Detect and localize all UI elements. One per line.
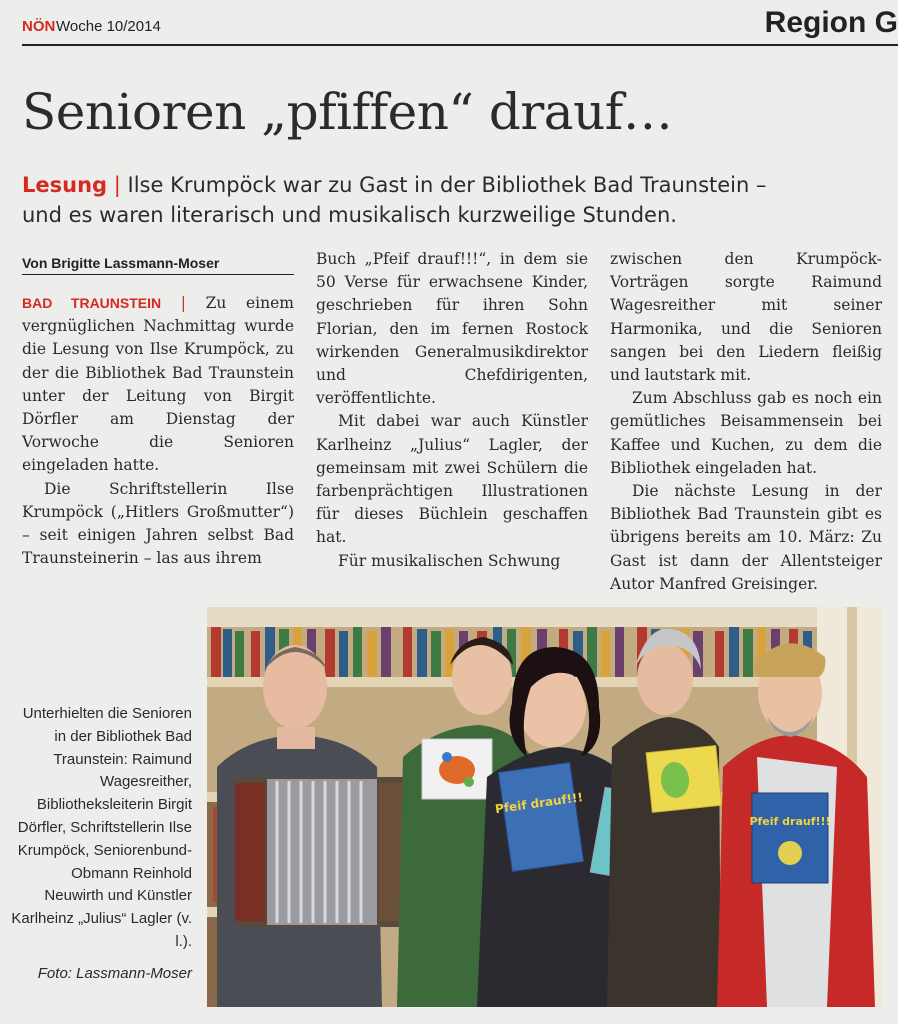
book-title-2: Pfeif drauf!!! [749, 815, 831, 828]
photo-illustration [207, 607, 882, 1007]
masthead [22, 8, 898, 44]
newspaper-logo: NÖN [22, 18, 56, 35]
dateline: BAD TRAUNSTEIN [22, 295, 162, 311]
paragraph-6: zwischen den Krumpöck-Vorträgen sorgte Raimund Wagesreither mit seiner Harmonika, und die Senioren sangen bei den Liedern fleißig und lautstark mit. [610, 250, 882, 385]
dateline-separator: | [180, 294, 186, 312]
article-column-3 [610, 248, 882, 596]
deck-line-2: und es waren literarisch und musikalisch kurzweilige Stunden. [22, 203, 677, 227]
byline: Von Brigitte Lassmann-Moser [22, 255, 294, 275]
paragraph-8: Die nächste Lesung in der Bibliothek Bad Traunstein gibt es übrigens bereits am 10. März: Zu Gast ist dann der Allentsteiger Autor Manfred Greisinger. [610, 482, 882, 593]
paragraph-1-text: Zu einem vergnüglichen Nachmittag wurde die Lesung von Ilse Krumpöck, zu der die Bibliothek Bad Traunstein unter der Leitung von Birgit Dörfler am Dienstag der Vorwoche die Senioren eingeladen hatte. [22, 294, 294, 475]
deck-text-1: Ilse Krumpöck war zu Gast in der Bibliothek Bad Traunstein – [127, 173, 767, 197]
article-column-1 [22, 292, 294, 570]
deck-line-1 [22, 170, 882, 200]
section-title: Region G [764, 6, 898, 39]
paragraph-7: Zum Abschluss gab es noch ein gemütliches Beisammensein bei Kaffee und Kuchen, zu dem die Bibliothek eingeladen hat. [610, 389, 882, 477]
paragraph-4: Mit dabei war auch Künstler Karlheinz „Julius“ Lagler, der gemeinsam mit zwei Schülern die farbenprächtigen Illustrationen für dieses Büchlein geschaffen hat. [316, 412, 588, 547]
paragraph-5: Für musikalischen Schwung [338, 551, 561, 570]
photo-credit: Foto: Lassmann-Moser [37, 965, 192, 982]
deck-kicker: Lesung [22, 173, 108, 197]
photo-caption: Unterhielten die Senioren in der Bibliothek Bad Traunstein: Raimund Wagesreither, Bibliotheksleiterin Birgit Dörfler, Schriftstellerin Ilse Krumpöck, Seniorenbund-Obmann Reinhold Neuwirth und Künstler Karlheinz „Julius“ Lagler (v. l.). [11, 705, 192, 950]
issue-week: Woche 10/2014 [56, 18, 161, 35]
deck [22, 170, 882, 230]
paragraph-2: Die Schriftstellerin Ilse Krumpöck („Hitlers Großmutter“) – seit einigen Jahren selbst Bad Traunsteinerin – las aus ihrem [22, 479, 294, 568]
paragraph-3: Buch „Pfeif drauf!!!“, in dem sie 50 Verse für erwachsene Kinder, geschrieben für ihren Sohn Florian, den im fernen Rostock wirkenden Generalmusikdirektor und Chefdirigenten, veröffentlichte. [316, 250, 588, 408]
paragraph-1 [22, 292, 294, 478]
article-column-2 [316, 248, 588, 573]
deck-separator: | [113, 173, 121, 197]
book-title-1: Pfeif drauf!!! [494, 790, 584, 817]
masthead-rule [22, 44, 898, 46]
headline: Senioren „pfiffen“ drauf… [22, 83, 673, 141]
group-photo [207, 607, 882, 1007]
